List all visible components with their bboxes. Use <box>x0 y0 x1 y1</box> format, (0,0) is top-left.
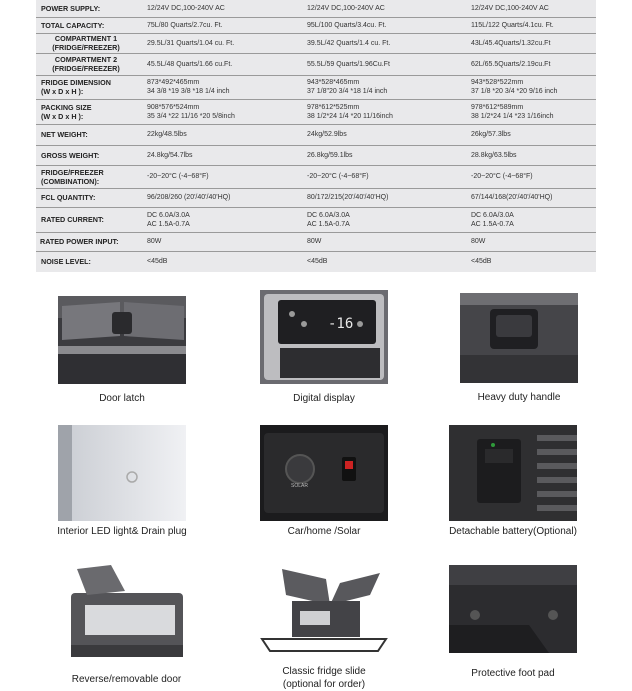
spec-row <box>36 252 596 272</box>
spec-value: 96/208/260 (20'/40'/40'HQ) <box>147 194 231 201</box>
spec-row <box>36 166 596 189</box>
spec-label: POWER SUPPLY: <box>41 3 101 13</box>
spec-row <box>36 34 596 54</box>
spec-value: 12/24V DC,100-240V AC <box>147 4 225 12</box>
feature-caption: Heavy duty handle <box>477 392 561 403</box>
spec-value: 43L/45.4Quarts/1.32cu.Ft <box>471 39 551 47</box>
battery-photo <box>449 425 577 521</box>
feature-caption: Digital display <box>293 393 355 404</box>
spec-label: NET WEIGHT: <box>41 130 88 139</box>
spec-table <box>36 0 596 272</box>
spec-row <box>36 76 596 100</box>
feature-caption: Interior LED light& Drain plug <box>57 526 187 537</box>
spec-row <box>36 233 596 252</box>
spec-row <box>36 100 596 125</box>
spec-value: 22kg/48.5lbs <box>147 131 187 138</box>
spec-value: 80W <box>307 238 322 245</box>
spec-value: 26.8kg/59.1lbs <box>307 151 353 159</box>
spec-value: <45dB <box>471 257 492 265</box>
spec-value: DC 6.0A/3.0A AC 1.5A-0.7A <box>147 211 190 228</box>
spec-row <box>36 208 596 233</box>
spec-value: -20~20°C (-4~68°F) <box>307 173 369 180</box>
spec-value: 115L/122 Quarts/4.1cu. Ft. <box>471 21 554 29</box>
spec-value: <45dB <box>147 257 168 265</box>
spec-label: TOTAL CAPACITY: <box>41 20 105 30</box>
solar-label: SOLAR <box>291 483 308 489</box>
spec-value: 943*528*465mm 37 1/8"20 3/4 *18 1/4 inch <box>307 79 388 95</box>
spec-value: 45.5L/48 Quarts/1.66 cu.Ft. <box>147 60 233 68</box>
spec-label: GROSS WEIGHT: <box>41 150 100 160</box>
foot-pad-photo <box>449 565 577 653</box>
spec-value: 12/24V DC,100-240V AC <box>471 4 549 12</box>
spec-value: 62L/65.5Quarts/2.19cu.Ft <box>471 60 551 68</box>
spec-value: 26kg/57.3lbs <box>471 131 511 138</box>
digital-display-photo <box>260 290 388 384</box>
spec-value: DC 6.0A/3.0A AC 1.5A-0.7A <box>471 211 514 228</box>
spec-value: 80W <box>147 238 162 245</box>
spec-value: 908*576*524mm 35 3/4 *22 11/16 *20 5/8inch <box>147 103 235 120</box>
spec-row <box>36 0 596 18</box>
feature-caption: Door latch <box>99 393 145 404</box>
spec-row <box>36 18 596 34</box>
spec-value: 75L/80 Quarts/2.7cu. Ft. <box>147 21 223 29</box>
feature-caption: Reverse/removable door <box>71 674 182 685</box>
spec-value: 39.5L/42 Quarts/1.4 cu. Ft. <box>307 39 391 47</box>
spec-row <box>36 146 596 166</box>
spec-value: 873*492*465mm 34 3/8 *19 3/8 *18 1/4 inch <box>147 79 230 95</box>
spec-label: COMPARTMENT 2 (FRIDGE/FREEZER) <box>52 55 120 73</box>
spec-label: PACKING SIZE (W x D x H ): <box>41 102 92 121</box>
door-latch-photo <box>58 296 186 384</box>
feature-caption: Protective foot pad <box>471 668 555 679</box>
spec-value: 24.8kg/54.7lbs <box>147 151 193 159</box>
spec-row <box>36 189 596 208</box>
spec-label: NOISE LEVEL: <box>41 256 91 266</box>
feature-caption: Classic fridge slide (optional for order) <box>282 666 366 690</box>
feature-caption: Car/home /Solar <box>287 526 361 537</box>
spec-value: 80W <box>471 238 486 245</box>
spec-value: 978*612*525mm 38 1/2*24 1/4 *20 11/16inch <box>307 103 393 120</box>
spec-row <box>36 125 596 146</box>
power-panel-photo <box>260 425 388 521</box>
spec-value: 95L/100 Quarts/3.4cu. Ft. <box>307 21 387 29</box>
spec-value: 943*528*522mm 37 1/8 *20 3/4 *20 9/16 inch <box>471 79 558 95</box>
handle-photo <box>460 293 578 383</box>
spec-value: 29.5L/31 Quarts/1.04 cu. Ft. <box>147 39 235 47</box>
spec-label: FCL QUANTITY: <box>41 193 96 202</box>
spec-value: 12/24V DC,100-240V AC <box>307 4 385 12</box>
spec-value: 24kg/52.9lbs <box>307 131 347 138</box>
feature-caption: Detachable battery(Optional) <box>449 526 577 537</box>
door-photo <box>67 565 186 661</box>
spec-value: <45dB <box>307 257 328 265</box>
spec-value: 978*612*589mm 38 1/2*24 1/4 *23 1/16inch <box>471 103 554 120</box>
spec-row <box>36 54 596 76</box>
spec-label: COMPARTMENT 1 (FRIDGE/FREEZER) <box>52 34 120 52</box>
spec-value: 67/144/168(20'/40'/40'HQ) <box>471 194 553 201</box>
led-light-photo <box>58 425 186 521</box>
display-readout: -16 <box>328 316 354 332</box>
fridge-slide-photo <box>260 565 388 653</box>
spec-label: FRIDGE DIMENSION (W x D x H ): <box>41 78 111 96</box>
spec-value: 80/172/215(20'/40'/40'HQ) <box>307 194 389 201</box>
spec-value: -20~20°C (-4~68°F) <box>471 173 533 180</box>
spec-value: 55.5L/59 Quarts/1.96Cu.Ft <box>307 60 390 68</box>
spec-value: -20~20°C (-4~68°F) <box>147 173 209 180</box>
spec-label: RATED POWER INPUT: <box>40 237 119 246</box>
spec-value: 28.8kg/63.5lbs <box>471 151 517 159</box>
spec-value: DC 6.0A/3.0A AC 1.5A-0.7A <box>307 211 350 228</box>
spec-label: FRIDGE/FREEZER (COMBINATION): <box>41 167 104 186</box>
spec-label: RATED CURRENT: <box>41 215 104 224</box>
